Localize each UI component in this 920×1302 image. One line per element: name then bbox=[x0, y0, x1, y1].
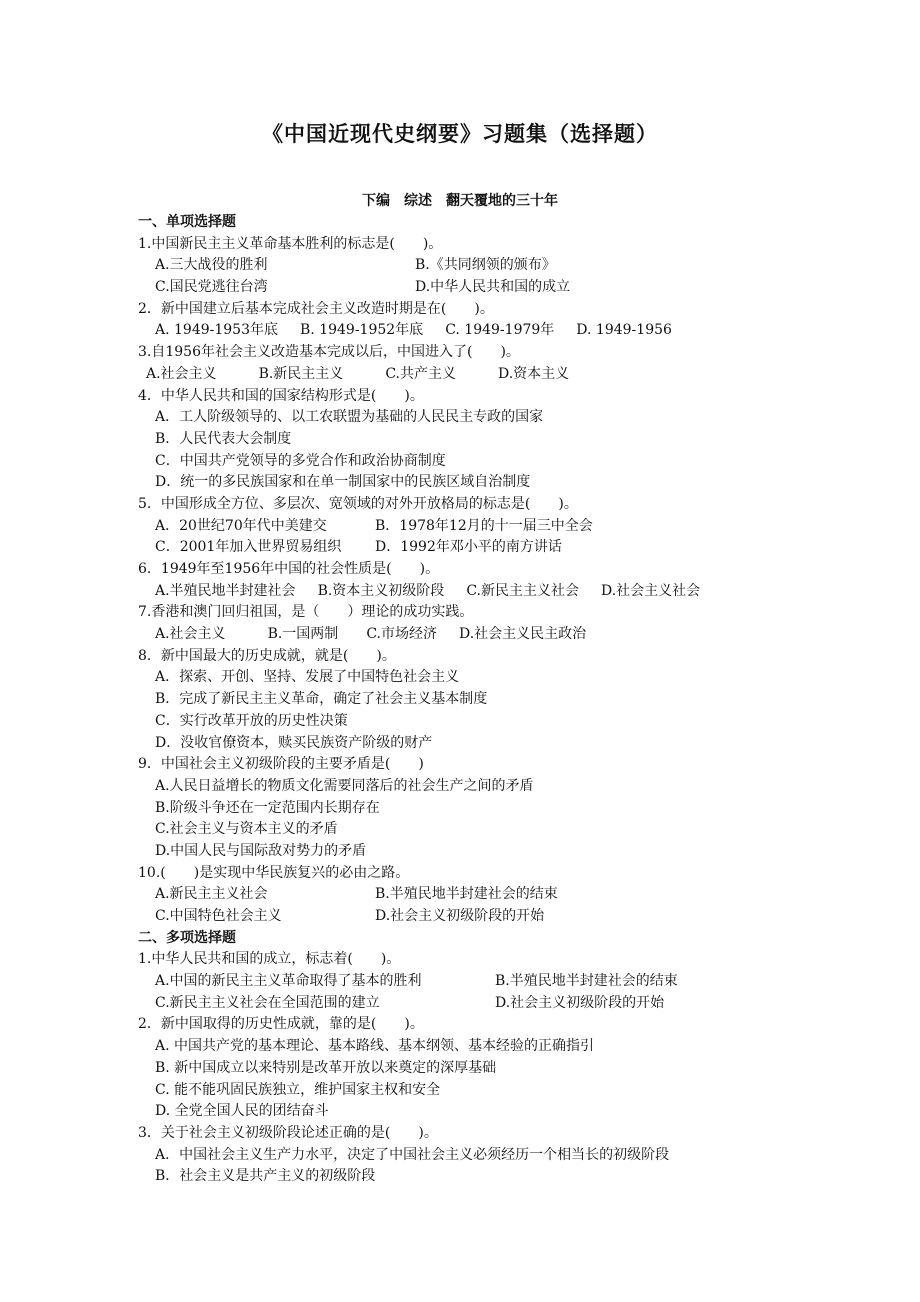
option-row bbox=[138, 364, 798, 386]
option-a: A.半殖民地半封建社会 bbox=[155, 582, 296, 599]
option-b: B.新民主主义 bbox=[258, 365, 344, 382]
option-b: B.《共同纲领的颁布》 bbox=[415, 257, 556, 274]
question-stem: 8．新中国最大的历史成就，就是( )。 bbox=[138, 647, 396, 664]
option-row bbox=[138, 884, 798, 906]
option-d: D. 全党全国人民的团结奋斗 bbox=[155, 1103, 329, 1120]
option-d: D.社会主义初级阶段的开始 bbox=[375, 908, 545, 924]
question-list bbox=[138, 212, 798, 1188]
option-b: B. 新中国成立以来特别是改革开放以来奠定的深厚基础 bbox=[155, 1059, 497, 1076]
option-row bbox=[138, 581, 798, 603]
option-a: A. 中国共产党的基本理论、基本路线、基本纲领、基本经验的正确指引 bbox=[155, 1038, 595, 1055]
question-stem: 2．新中国建立后基本完成社会主义改造时期是在( )。 bbox=[138, 300, 494, 317]
question-stem: 3.自1956年社会主义改造基本完成以后，中国进入了( )。 bbox=[138, 344, 520, 361]
question-stem: 3．关于社会主义初级阶段论述正确的是( )。 bbox=[138, 1124, 438, 1141]
option-a: A．工人阶级领导的、以工农联盟为基础的人民民主专政的国家 bbox=[155, 409, 544, 426]
option-a: A.新民主主义社会 bbox=[155, 886, 268, 903]
option-b: B．完成了新民主主义革命，确定了社会主义基本制度 bbox=[155, 691, 488, 708]
question-stem: 4．中华人民共和国的国家结构形式是( )。 bbox=[138, 387, 424, 404]
option-d: D.中国人民与国际敌对势力的矛盾 bbox=[155, 842, 367, 859]
option-a: A. 1949-1953年底 bbox=[155, 322, 278, 339]
section-heading-multiple-choice: 二、多项选择题 bbox=[138, 929, 236, 946]
question-stem: 5．中国形成全方位、多层次、宽领域的对外开放格局的标志是( )。 bbox=[138, 495, 578, 512]
option-b: B.半殖民地半封建社会的结束 bbox=[495, 973, 678, 990]
question-stem: 10.( )是实现中华民族复兴的必由之路。 bbox=[138, 864, 410, 881]
option-row bbox=[138, 993, 798, 1015]
option-a: A．20世纪70年代中美建交 bbox=[155, 517, 327, 534]
option-row bbox=[138, 624, 798, 646]
option-d: D．没收官僚资本，赎买民族资产阶级的财产 bbox=[155, 734, 433, 751]
option-c: C. 1949-1979年 bbox=[445, 322, 555, 339]
option-c: C.共产主义 bbox=[385, 365, 456, 382]
question-stem: 6．1949年至1956年中国的社会性质是( )。 bbox=[138, 561, 440, 577]
option-d: D.中华人民共和国的成立 bbox=[415, 279, 571, 296]
option-a: A.中国的新民主主义革命取得了基本的胜利 bbox=[155, 973, 422, 990]
option-c: C．中国共产党领导的多党合作和政治协商制度 bbox=[155, 452, 446, 469]
option-d: D．1992年邓小平的南方讲话 bbox=[375, 539, 562, 556]
document-subtitle: 下编 综述 翻天覆地的三十年 bbox=[362, 193, 558, 209]
question-stem: 2．新中国取得的历史性成就，靠的是( )。 bbox=[138, 1016, 424, 1033]
option-b: B．社会主义是共产主义的初级阶段 bbox=[155, 1168, 376, 1185]
option-b: B．1978年12月的十一届三中全会 bbox=[375, 517, 593, 534]
option-d: D.资本主义 bbox=[497, 365, 570, 382]
option-c: C.国民党逃往台湾 bbox=[155, 279, 268, 296]
option-d: D．统一的多民族国家和在单一制国家中的民族区域自治制度 bbox=[155, 474, 531, 491]
option-c: C.中国特色社会主义 bbox=[155, 908, 282, 924]
option-a: A．中国社会主义生产力水平，决定了中国社会主义必须经历一个相当长的初级阶段 bbox=[155, 1146, 670, 1163]
option-row bbox=[138, 255, 798, 277]
option-row bbox=[138, 516, 798, 538]
option-b: B.资本主义初级阶段 bbox=[317, 582, 445, 599]
option-row bbox=[138, 971, 798, 993]
option-row bbox=[138, 537, 798, 559]
document-title: 《中国近现代史纲要》习题集（选择题） bbox=[262, 122, 658, 146]
option-c: C. 能不能巩固民族独立，维护国家主权和安全 bbox=[155, 1081, 441, 1098]
option-c: C．实行改革开放的历史性决策 bbox=[155, 712, 348, 729]
option-row bbox=[138, 277, 798, 299]
option-a: A.社会主义 bbox=[155, 626, 226, 643]
question-stem: 1.中华人民共和国的成立，标志着( )。 bbox=[138, 951, 401, 968]
option-c: C.新民主主义社会 bbox=[466, 582, 579, 599]
option-c: C.市场经济 bbox=[366, 626, 437, 643]
option-c: C.新民主主义社会在全国范围的建立 bbox=[155, 994, 380, 1011]
option-row bbox=[138, 320, 798, 342]
option-a: A.人民日益增长的物质文化需要同落后的社会生产之间的矛盾 bbox=[155, 777, 534, 794]
option-c: C.社会主义与资本主义的矛盾 bbox=[155, 821, 338, 838]
section-heading-single-choice: 一、单项选择题 bbox=[138, 214, 236, 230]
option-b: B.阶级斗争还在一定范围内长期存在 bbox=[155, 799, 380, 816]
option-a: A．探索、开创、坚持、发展了中国特色社会主义 bbox=[155, 669, 460, 686]
option-row bbox=[138, 906, 798, 928]
option-a: A.社会主义 bbox=[146, 365, 217, 382]
question-stem: 9．中国社会主义初级阶段的主要矛盾是( ) bbox=[138, 756, 424, 773]
option-b: B．人民代表大会制度 bbox=[155, 430, 292, 447]
option-d: D.社会主义初级阶段的开始 bbox=[495, 994, 665, 1011]
option-c: C．2001年加入世界贸易组织 bbox=[155, 539, 342, 556]
option-b: B.半殖民地半封建社会的结束 bbox=[375, 886, 558, 903]
option-b: B. 1949-1952年底 bbox=[300, 322, 424, 339]
option-d: D.社会主义民主政治 bbox=[458, 626, 587, 643]
option-a: A.三大战役的胜利 bbox=[155, 257, 268, 274]
option-d: D.社会主义社会 bbox=[600, 582, 701, 599]
question-stem: 1.中国新民主主义革命基本胜利的标志是( )。 bbox=[138, 235, 443, 252]
option-b: B.一国两制 bbox=[267, 626, 339, 643]
option-d: D. 1949-1956 bbox=[576, 322, 672, 339]
question-stem: 7.香港和澳门回归祖国，是（ ）理论的成功实践。 bbox=[138, 604, 474, 621]
